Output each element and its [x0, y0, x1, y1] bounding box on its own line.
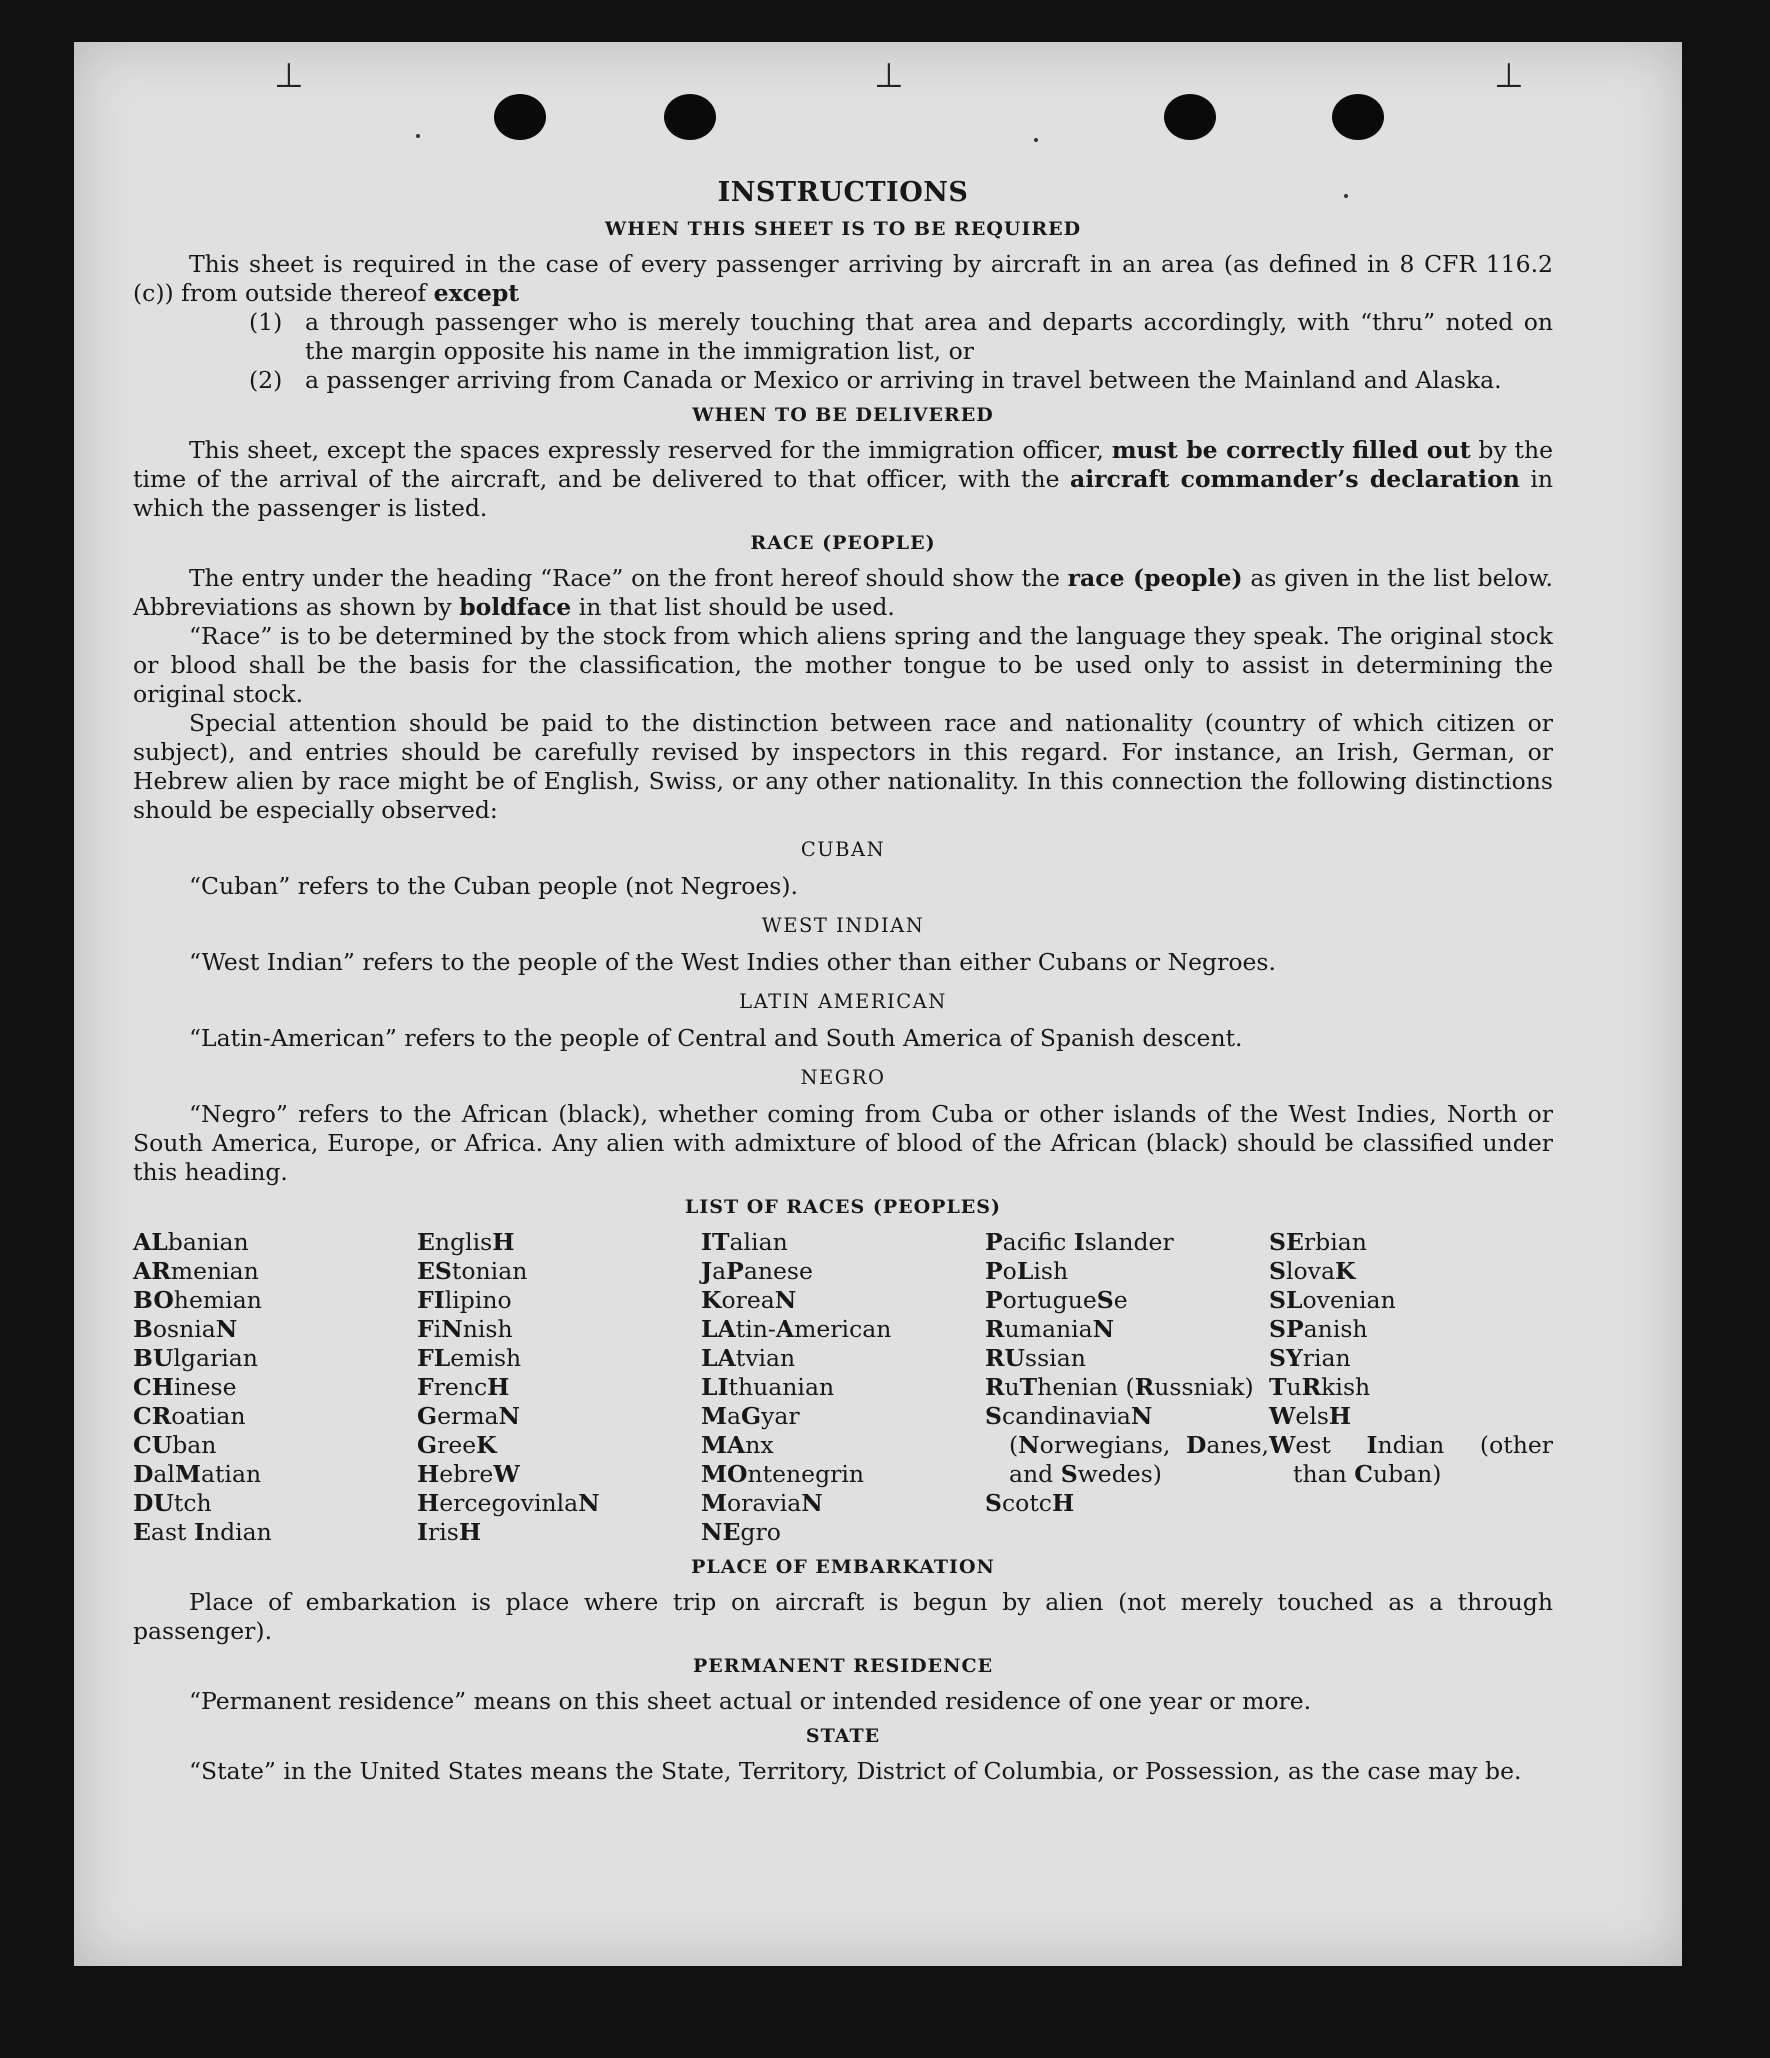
race-list: [133, 1228, 1553, 1547]
race-item: West Indian (other than Cuban): [1269, 1431, 1553, 1488]
race-item: FrencH: [417, 1373, 510, 1401]
paragraph-race-3: Special attention should be paid to the distinction between race and nationality (country of which citizen or subject), and entries should be carefully revised by inspectors in this regard. For instance, an Irish, German, or Hebrew alien by race might be of English, Swiss, or any other nationality. In this connection the following distinctions should be especially observed:: [133, 709, 1553, 824]
punch-hole: [1332, 94, 1384, 140]
race-item: BosniaN: [133, 1315, 238, 1343]
race-item: EStonian: [417, 1257, 528, 1285]
heading-race: RACE (PEOPLE): [750, 532, 936, 554]
race-item: SPanish: [1269, 1315, 1368, 1343]
exception-item: [133, 366, 1553, 395]
race-item: MaGyar: [701, 1402, 800, 1430]
race-item: FLemish: [417, 1344, 522, 1372]
race-item: NEgro: [701, 1518, 781, 1546]
paragraph-race-2: “Race” is to be determined by the stock from which aliens spring and the language they speak. The original stock or blood shall be the basis for the classification, the mother tongue to be used only to assist in determining the original stock.: [133, 622, 1553, 708]
heading-permanent-residence: PERMANENT RESIDENCE: [692, 1655, 994, 1677]
race-item: ScandinaviaN (Norwegians, Danes, and Swedes): [985, 1402, 1269, 1488]
race-item: RumaniaN: [985, 1315, 1115, 1343]
race-item: PoLish: [985, 1257, 1069, 1285]
required-intro: This sheet is required in the case of every passenger arriving by aircraft in an area (as defined in 8 CFR 116.2 (c)) from outside thereof: [133, 250, 1553, 307]
race-item: SYrian: [1269, 1344, 1351, 1372]
heading-cuban: CUBAN: [800, 838, 886, 861]
paragraph-cuban: “Cuban” refers to the Cuban people (not Negroes).: [189, 872, 799, 900]
race-item: SLovenian: [1269, 1286, 1396, 1314]
paragraph-west-indian: “West Indian” refers to the people of the West Indies other than either Cubans or Negroes.: [189, 948, 1276, 976]
paragraph-race-1: [133, 564, 1553, 622]
registration-mark: ⊥: [874, 56, 904, 96]
exception-number: (2): [249, 366, 283, 394]
paragraph-latin-american: “Latin-American” refers to the people of Central and South America of Spanish descent.: [189, 1024, 1243, 1052]
paragraph-state: “State” in the United States means the State, Territory, District of Columbia, or Possession, as the case may be.: [189, 1757, 1522, 1785]
race-column: [701, 1228, 985, 1547]
exception-text: a passenger arriving from Canada or Mexico or arriving in travel between the Mainland and Alaska.: [305, 366, 1502, 394]
required-intro-bold: except: [433, 279, 520, 307]
delivered-bold-1: must be correctly filled out: [1111, 436, 1471, 464]
race-item: IrisH: [417, 1518, 482, 1546]
race-item: LAtin-American: [701, 1315, 892, 1343]
race-item: FiNnish: [417, 1315, 513, 1343]
race-item: EnglisH: [417, 1228, 515, 1256]
race-column: [417, 1228, 701, 1547]
race-item: CUban: [133, 1431, 217, 1459]
race-item: JaPanese: [701, 1257, 813, 1285]
delivered-text-2: by the time of the arrival of the aircraft, and be delivered to that officer, with the: [133, 436, 1553, 493]
race-column: [1269, 1228, 1553, 1547]
paragraph-delivered: [133, 436, 1553, 523]
race-item: LIthuanian: [701, 1373, 835, 1401]
race-text-3: in that list should be used.: [578, 593, 895, 621]
race-item: MAnx: [701, 1431, 774, 1459]
race-item: LAtvian: [701, 1344, 796, 1372]
instructions-text: [133, 178, 1553, 1786]
race-item: SlovaK: [1269, 1257, 1356, 1285]
race-item: RUssian: [985, 1344, 1086, 1372]
race-item: HercegovinlaN: [417, 1489, 600, 1517]
race-item: BOhemian: [133, 1286, 262, 1314]
race-item: PortugueSe: [985, 1286, 1128, 1314]
heading-latin-american: LATIN AMERICAN: [739, 990, 947, 1013]
delivered-bold-2: aircraft commander’s declaration: [1069, 465, 1520, 493]
speck: [1034, 138, 1038, 142]
paragraph-required: [133, 250, 1553, 308]
punch-hole: [1164, 94, 1216, 140]
race-bold-1: race (people): [1067, 564, 1243, 592]
registration-mark: ⊥: [274, 56, 304, 96]
paragraph-residence: “Permanent residence” means on this sheet actual or intended residence of one year or more.: [189, 1687, 1312, 1715]
race-item: ARmenian: [133, 1257, 259, 1285]
race-item: HebreW: [417, 1460, 520, 1488]
registration-mark: ⊥: [1494, 56, 1524, 96]
exception-text: a through passenger who is merely touching that area and departs accordingly, with “thru” noted on the margin opposite his name in the immigration list, or: [305, 308, 1553, 365]
paragraph-embarkation: Place of embarkation is place where trip on aircraft is begun by alien (not merely touched as a through passenger).: [133, 1588, 1553, 1645]
race-item: FIlipino: [417, 1286, 512, 1314]
race-item: ScotcH: [985, 1489, 1075, 1517]
race-item: ITalian: [701, 1228, 788, 1256]
heading-when-required: WHEN THIS SHEET IS TO BE REQUIRED: [604, 218, 1082, 240]
race-item: BUlgarian: [133, 1344, 258, 1372]
heading-place-of-embarkation: PLACE OF EMBARKATION: [691, 1556, 995, 1578]
punch-hole: [664, 94, 716, 140]
race-column: [133, 1228, 417, 1547]
race-text-1: The entry under the heading “Race” on the front hereof should show the: [189, 564, 1060, 592]
exception-item: [133, 308, 1553, 366]
race-item: MoraviaN: [701, 1489, 823, 1517]
heading-list-of-races: LIST OF RACES (PEOPLES): [685, 1196, 1001, 1218]
paragraph-negro: “Negro” refers to the African (black), whether coming from Cuba or other islands of the West Indies, North or South America, Europe, or Africa. Any alien with admixture of blood of the African (black) should be classified under this heading.: [133, 1100, 1553, 1186]
race-item: KoreaN: [701, 1286, 797, 1314]
race-column: [985, 1228, 1269, 1547]
speck: [416, 134, 420, 138]
race-text-2: as given in the list below. Abbreviations as shown by: [133, 564, 1553, 621]
race-item: RuThenian (Russniak): [985, 1373, 1254, 1401]
race-item: WelsH: [1269, 1402, 1352, 1430]
race-item: SErbian: [1269, 1228, 1367, 1256]
race-bold-2: boldface: [459, 593, 572, 621]
exception-number: (1): [249, 308, 283, 336]
race-item: CRoatian: [133, 1402, 246, 1430]
race-item: GreeK: [417, 1431, 497, 1459]
heading-when-delivered: WHEN TO BE DELIVERED: [692, 404, 994, 426]
heading-state: STATE: [805, 1725, 881, 1747]
page-title: INSTRUCTIONS: [717, 177, 969, 208]
delivered-text-1: This sheet, except the spaces expressly reserved for the immigration officer,: [189, 436, 1104, 464]
race-item: TuRkish: [1269, 1373, 1371, 1401]
race-item: Pacifc Islander: [985, 1228, 1174, 1256]
race-item: East Indian: [133, 1518, 272, 1546]
heading-negro: NEGRO: [800, 1066, 886, 1089]
race-item: DalMatian: [133, 1460, 262, 1488]
race-item: ALbanian: [133, 1228, 249, 1256]
race-item: DUtch: [133, 1489, 212, 1517]
heading-west-indian: WEST INDIAN: [761, 914, 925, 937]
punch-hole: [494, 94, 546, 140]
race-item: MOntenegrin: [701, 1460, 865, 1488]
race-item: GermaN: [417, 1402, 521, 1430]
delivered-text-3: in which the passenger is listed.: [133, 465, 1553, 522]
race-item: CHinese: [133, 1373, 237, 1401]
